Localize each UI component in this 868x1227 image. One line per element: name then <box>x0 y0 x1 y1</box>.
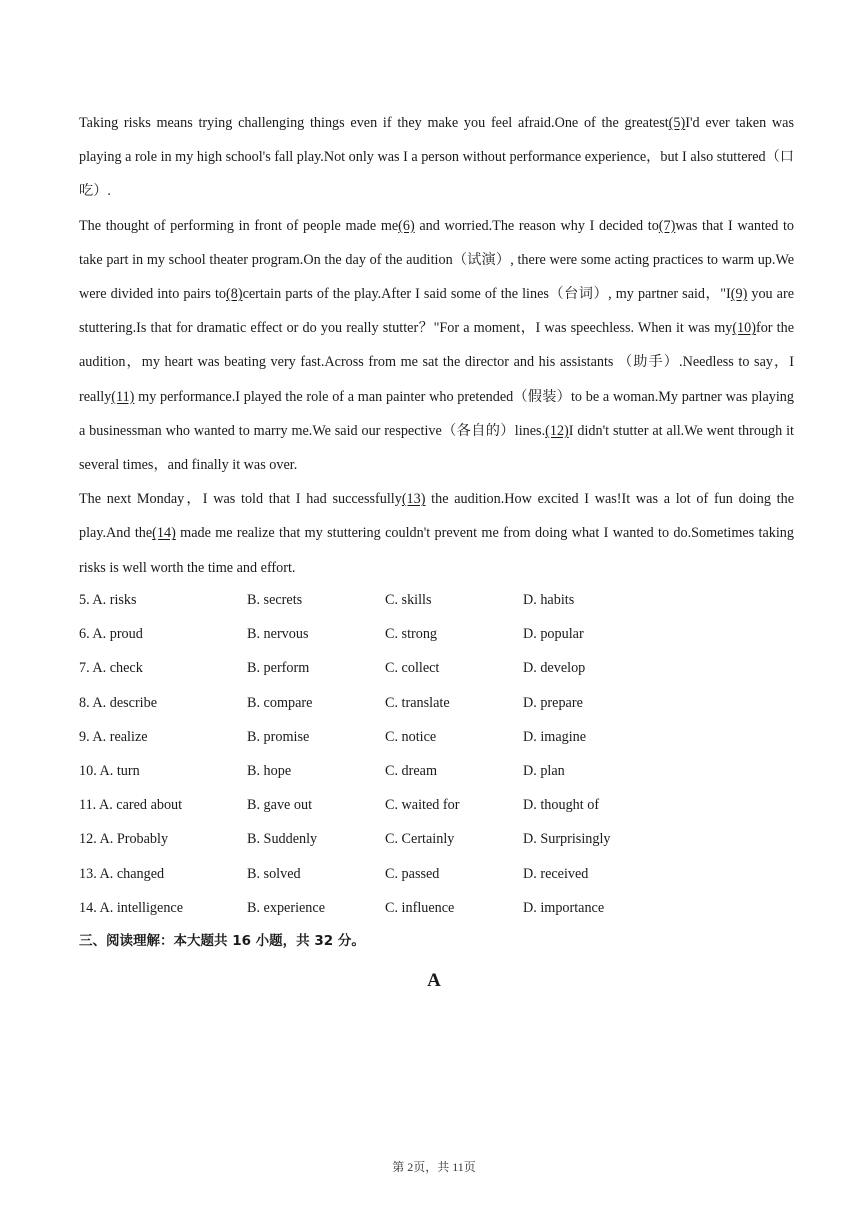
option-c: C. passed <box>385 865 440 882</box>
question-row <box>79 822 679 856</box>
option-c: C. dream <box>385 762 438 779</box>
option-b: B. perform <box>247 660 310 677</box>
option-b: B. hope <box>247 762 292 779</box>
option-a: 12. A. Probably <box>79 831 169 848</box>
option-d: D. popular <box>523 626 584 643</box>
passage-text: The next Monday，I was told that I had successfully <box>79 491 402 508</box>
passage-text: for the audition，my heart was beating very fast.Across from me sat the director and his assistants （助手）.Needless to say，I really <box>79 320 794 405</box>
question-row <box>79 788 679 822</box>
option-c: C. translate <box>385 694 450 711</box>
blank-6: (6) <box>398 217 415 234</box>
option-b: B. solved <box>247 865 301 882</box>
option-a: 11. A. cared about <box>79 797 183 814</box>
option-c: C. strong <box>385 626 438 643</box>
option-d: D. importance <box>523 899 605 916</box>
option-d: D. prepare <box>523 694 583 711</box>
option-d: D. plan <box>523 762 565 779</box>
option-c: C. influence <box>385 899 455 916</box>
passage-text: you are stuttering.Is that for dramatic effect or do you really stutter？"For a moment，I was speechless. When it was my <box>79 286 795 337</box>
option-c: C. Certainly <box>385 831 455 848</box>
passage-text: I'd ever taken was playing a role in my high school's fall play.Not only was I a person without performance experience，but I also stuttered（口吃）. <box>79 115 794 200</box>
option-d: D. habits <box>523 592 575 608</box>
blank-8: (8) <box>226 286 243 303</box>
option-a: 5. A. risks <box>79 592 137 608</box>
blank-5: (5) <box>668 115 686 131</box>
option-c: C. waited for <box>385 797 460 814</box>
option-a: 14. A. intelligence <box>79 899 184 916</box>
question-row <box>79 720 679 754</box>
blank-14: (14) <box>152 525 176 542</box>
blank-9: (9) <box>730 286 748 303</box>
option-a: 10. A. turn <box>79 762 140 779</box>
option-b: B. gave out <box>247 797 313 814</box>
section-letter: A <box>427 970 441 991</box>
question-row <box>79 857 679 891</box>
option-a: 6. A. proud <box>79 626 143 643</box>
cloze-passage <box>79 106 794 585</box>
question-row <box>79 651 679 685</box>
passage-text: was that I wanted to take part in my school theater program.On the day of the audition（试演）, there were some acting practices to warm up.We were divided into pairs to <box>79 217 794 303</box>
option-b: B. nervous <box>247 626 309 643</box>
page-footer: 第 2页，共 11页 <box>392 1160 476 1174</box>
passage-text: my performance.I played the role of a man painter who pretended（假装）to be a woman.My partner was playing a businessman who wanted to marry me.We said our respective（各自的）lines. <box>79 388 794 439</box>
question-row <box>79 583 679 617</box>
option-b: B. compare <box>247 694 313 711</box>
section-heading: 三、阅读理解：本大题共 16 小题，共 32 分。 <box>79 933 365 949</box>
option-c: C. notice <box>385 728 437 745</box>
option-c: C. skills <box>385 592 432 608</box>
passage-paragraph-3 <box>79 482 794 585</box>
question-row <box>79 754 679 788</box>
option-a: 13. A. changed <box>79 865 165 882</box>
question-row <box>79 891 679 925</box>
option-a: 9. A. realize <box>79 728 148 745</box>
passage-paragraph-2 <box>79 209 794 483</box>
question-row <box>79 617 679 651</box>
option-d: D. received <box>523 865 589 882</box>
option-a: 7. A. check <box>79 660 143 677</box>
answer-options <box>79 583 679 925</box>
blank-10: (10) <box>732 320 756 337</box>
blank-13: (13) <box>401 491 426 508</box>
option-b: B. Suddenly <box>247 831 318 848</box>
option-b: B. promise <box>247 728 310 745</box>
question-row <box>79 686 679 720</box>
passage-paragraph-1 <box>79 106 794 209</box>
passage-text: the audition.How excited I was!It was a lot of fun doing the play.And the <box>79 491 794 542</box>
passage-text: made me realize that my stuttering couldn't prevent me from doing what I wanted to do.Sometimes taking risks is well worth the time and effort. <box>79 525 794 576</box>
blank-7: (7) <box>658 217 676 234</box>
passage-text: I didn't stutter at all.We went through it several times，and finally it was over. <box>79 422 794 474</box>
passage-text: certain parts of the play.After I said some of the lines（台词）, my partner said，"I <box>242 286 731 303</box>
option-b: B. secrets <box>247 592 303 608</box>
option-d: D. thought of <box>523 797 600 814</box>
option-d: D. imagine <box>523 728 587 745</box>
blank-11: (11) <box>111 388 135 405</box>
option-c: C. collect <box>385 660 440 677</box>
passage-text: Taking risks means trying challenging things even if they make you feel afraid.One of the greatest <box>79 115 669 131</box>
option-a: 8. A. describe <box>79 694 158 711</box>
option-d: D. develop <box>523 660 586 677</box>
passage-text: and worried.The reason why I decided to <box>414 217 659 234</box>
option-b: B. experience <box>247 899 325 916</box>
option-d: D. Surprisingly <box>523 831 611 848</box>
blank-12: (12) <box>545 422 569 439</box>
passage-text: The thought of performing in front of people made me <box>79 217 399 234</box>
